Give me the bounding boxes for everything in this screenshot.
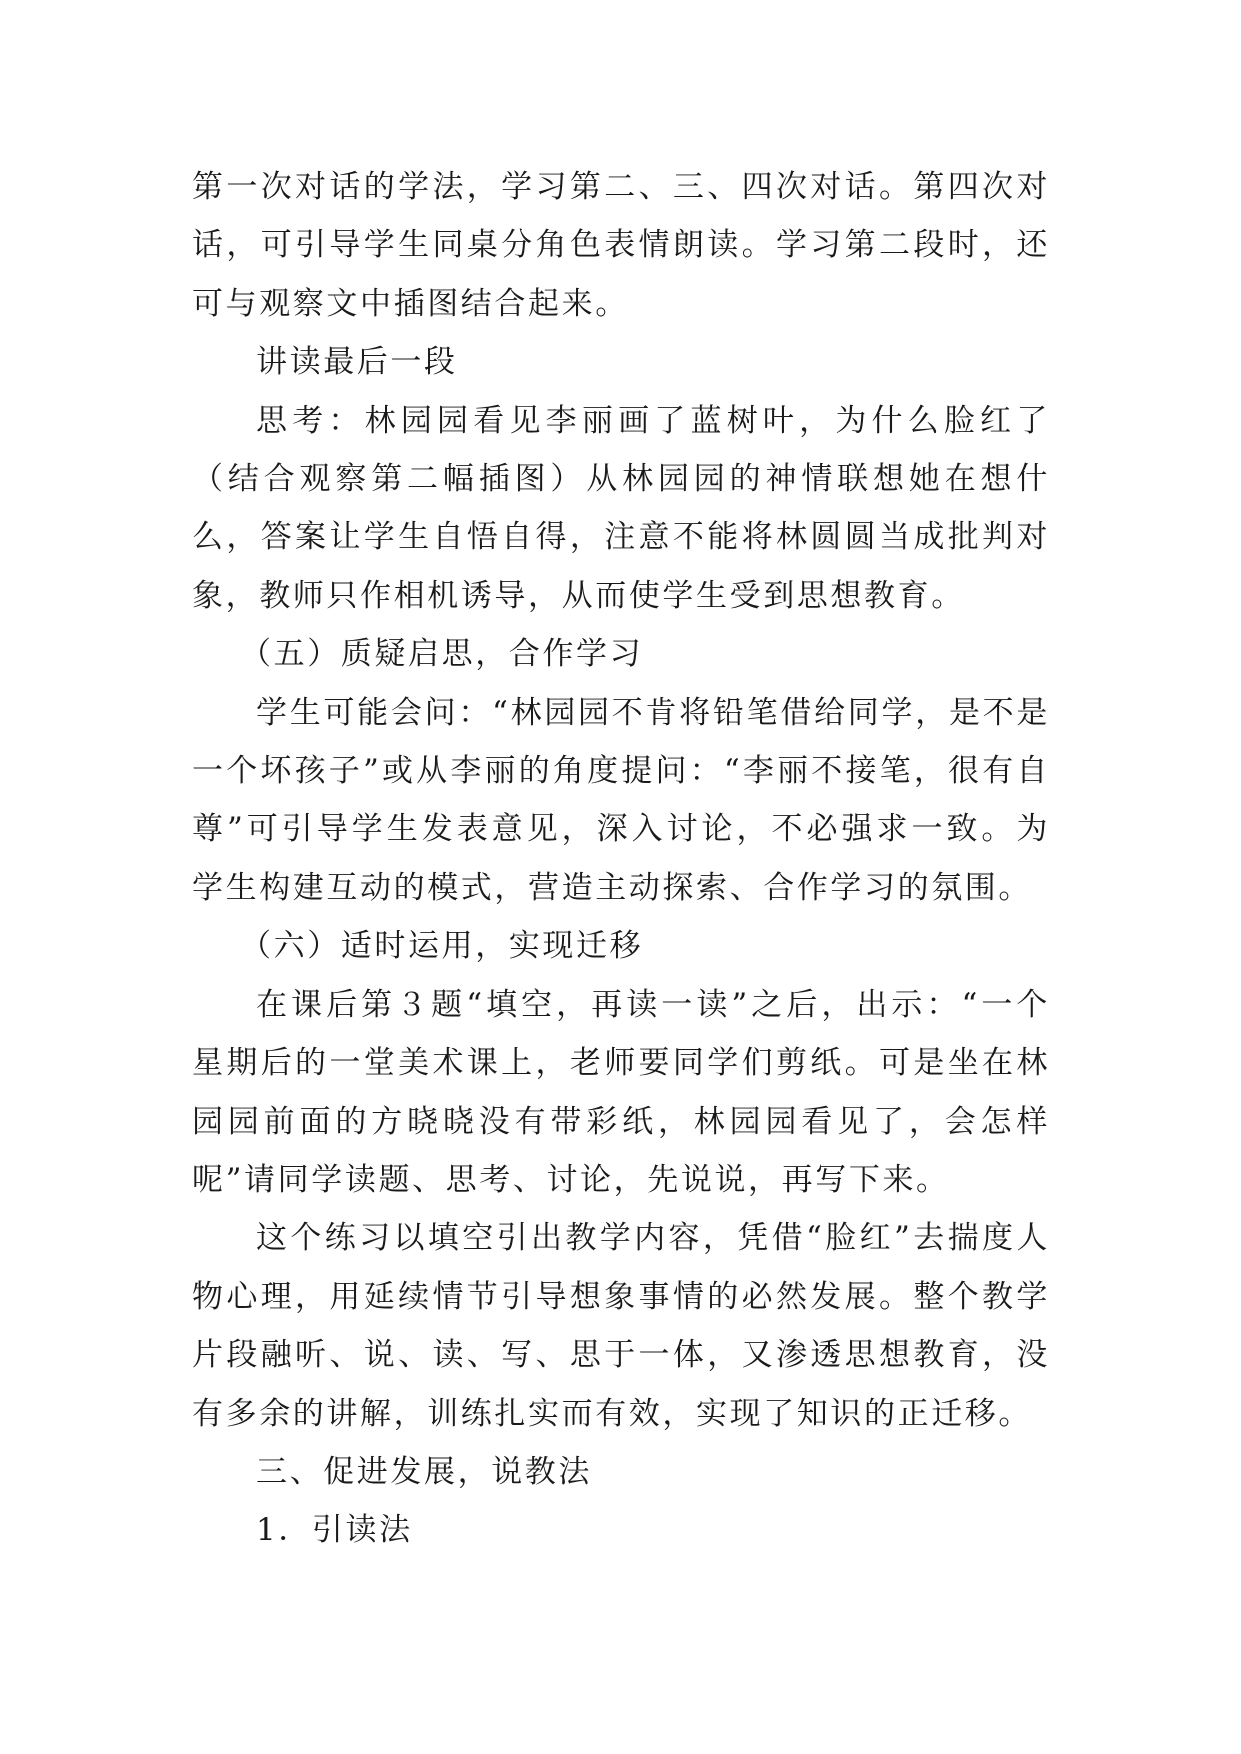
paragraph-student-questions: 学生可能会问：“林园园不肯将铅笔借给同学，是不是一个坏孩子”或从李丽的角度提问：“李丽不接笔，很有自尊”可引导学生发表意见，深入讨论，不必强求一致。为学生构建互动的模式，营造主动探索、合作学习的氛围。 <box>192 694 1050 906</box>
section-heading-six: （六）适时运用，实现迁移 <box>240 928 644 965</box>
section-heading-five: （五）质疑启思，合作学习 <box>240 636 644 673</box>
paragraph-thinking: 思考：林园园看见李丽画了蓝树叶，为什么脸红了（结合观察第二幅插图）从林园园的神情联想她在想什么，答案让学生自悟自得，注意不能将林圆圆当成批判对象，教师只作相机诱导，从而使学生受到思想教育。 <box>192 402 1050 614</box>
paragraph-exercise-summary: 这个练习以填空引出教学内容，凭借“脸红”去揣度人物心理，用延续情节引导想象事情的必然发展。整个教学片段融听、说、读、写、思于一体，又渗透思想教育，没有多余的讲解，训练扎实而有效，实现了知识的正迁移。 <box>192 1220 1050 1432</box>
paragraph-exercise: 在课后第３题“填空，再读一读”之后，出示：“一个星期后的一堂美术课上，老师要同学们剪纸。可是坐在林园园前面的方晓晓没有带彩纸，林园园看见了，会怎样呢”请同学读题、思考、讨论，先说说，再写下来。 <box>192 986 1050 1198</box>
document-body <box>192 158 1050 1560</box>
paragraph-continuation: 第一次对话的学法，学习第二、三、四次对话。第四次对话，可引导学生同桌分角色表情朗读。学习第二段时，还可与观察文中插图结合起来。 <box>192 169 1050 322</box>
paragraph-heading-last-section: 讲读最后一段 <box>256 344 458 381</box>
section-heading-three: 三、促进发展，说教法 <box>256 1453 592 1490</box>
list-item-reading-method: 1．引读法 <box>256 1512 413 1549</box>
